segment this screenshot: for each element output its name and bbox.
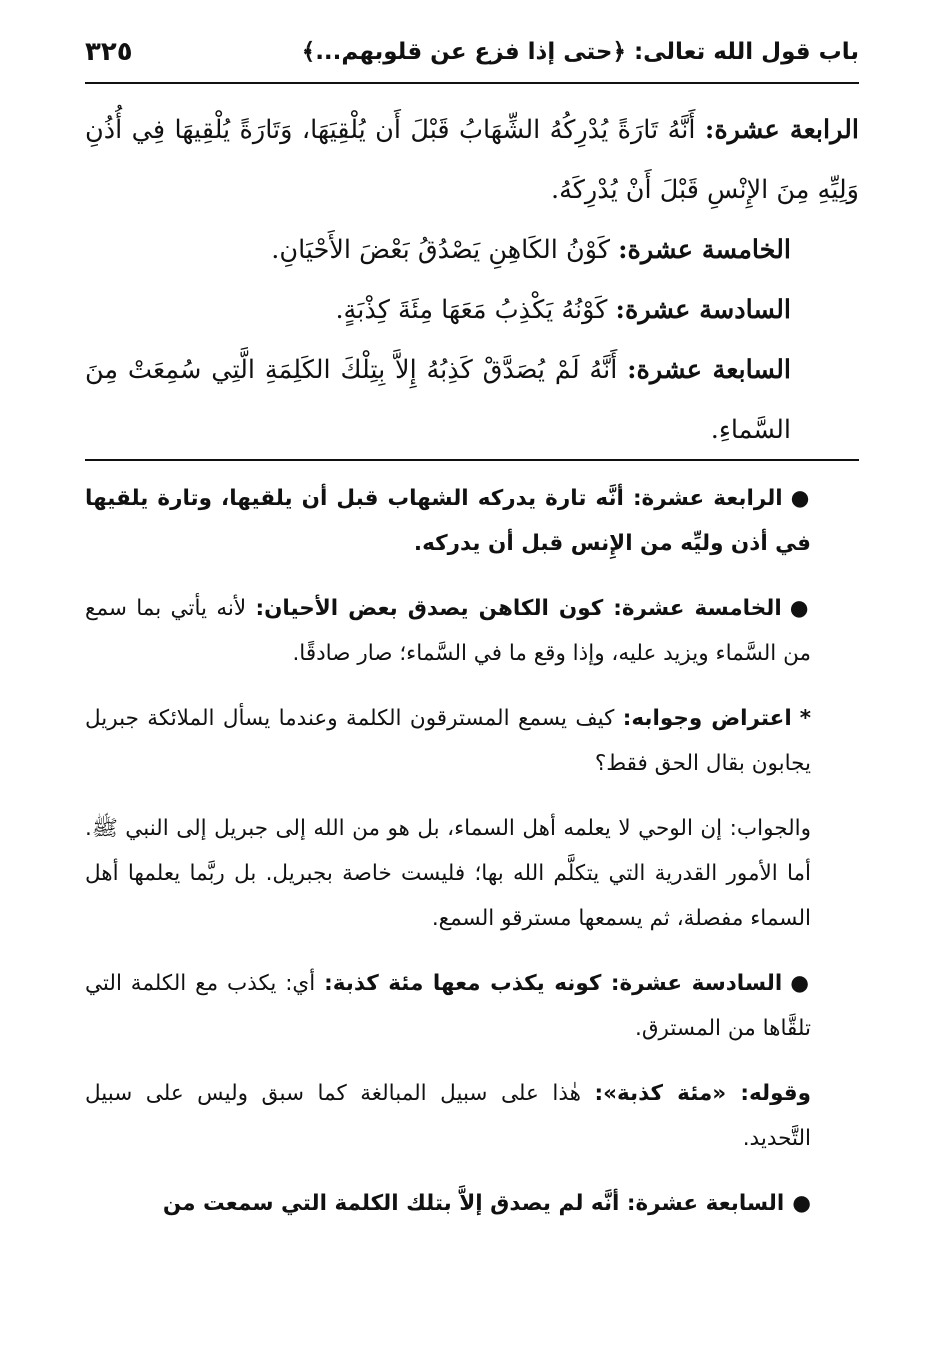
commentary-heading: السادسة عشرة: كونه يكذب معها مئة كذبة:	[324, 971, 783, 996]
commentary-paragraph	[85, 961, 859, 1051]
commentary-text: كيف يسمع المسترقون الكلمة وعندما يسأل الملائكة جبريل يجابون بقال الحق فقط؟	[85, 706, 811, 776]
matn-label: السابعة عشرة:	[627, 355, 792, 385]
page-header	[85, 30, 859, 74]
commentary-heading: السابعة عشرة: أنَّه لم يصدق إلاَّ بتلك الكلمة التي سمعت من	[162, 1191, 785, 1216]
commentary-paragraph	[85, 476, 859, 566]
commentary-text: والجواب: إن الوحي لا يعلمه أهل السماء، بل هو من الله إلى جبريل إلى النبي ﷺ. أما الأمور القدرية التي يتكلَّم الله بها؛ فليست خاصة بجبريل. بل ربَّما يعلمها أهل السماء مفصلة، ثم يسمعها مسترقو السمع.	[85, 816, 811, 931]
matn-label: الرابعة عشرة:	[704, 115, 859, 145]
commentary-paragraph	[85, 1071, 859, 1161]
matn-paragraph-17	[85, 340, 859, 460]
bullet-icon: ●	[789, 596, 811, 621]
commentary-text: أي: يكذب مع الكلمة التي تلقَّاها من المسترق.	[85, 971, 811, 1041]
star-icon: *	[799, 706, 811, 731]
commentary-heading: الرابعة عشرة: أنَّه تارة يدركه الشهاب قبل أن يلقيها، وتارة يلقيها في أذن وليِّه من الإِنس قبل أن يدركه.	[85, 486, 811, 556]
answer-paragraph	[85, 806, 859, 941]
commentary-heading: وقوله: «مئة كذبة»:	[594, 1081, 811, 1106]
bullet-icon: ●	[790, 971, 812, 996]
commentary-heading: الخامسة عشرة: كون الكاهن يصدق بعض الأحيان:	[255, 596, 782, 621]
matn-text: كَوْنُهُ يَكْذِبُ مَعَهَا مِئَةَ كِذْبَةٍ.	[335, 295, 608, 325]
objection-heading: اعتراض وجوابه:	[622, 706, 792, 731]
commentary-paragraph	[85, 1181, 859, 1226]
commentary-section	[85, 476, 859, 1246]
matn-paragraph-15	[85, 220, 859, 280]
commentary-text: لأنه يأتي بما سمع من السَّماء ويزيد عليه، وإذا وقع ما في السَّماء؛ صار صادقًا.	[85, 596, 811, 666]
chapter-title: باب قول الله تعالى: ﴿حتى إذا فزع عن قلوبهم...﴾	[301, 39, 859, 65]
commentary-paragraph	[85, 586, 859, 676]
matn-text: كَوْنُ الكَاهِنِ يَصْدُقُ بَعْضَ الأَحْيَانِ.	[271, 235, 611, 265]
commentary-text: هٰذا على سبيل المبالغة كما سبق وليس على سبيل التَّحديد.	[85, 1081, 811, 1151]
matn-section	[85, 100, 859, 460]
bullet-icon: ●	[792, 1191, 811, 1216]
matn-paragraph-14	[85, 100, 859, 220]
header-divider	[85, 82, 859, 84]
page-number: ٣٢٥	[85, 37, 133, 67]
bullet-icon: ●	[790, 486, 811, 511]
matn-label: السادسة عشرة:	[615, 295, 791, 325]
matn-paragraph-16	[85, 280, 859, 340]
objection-paragraph	[85, 696, 859, 786]
matn-label: الخامسة عشرة:	[618, 235, 791, 265]
matn-text: أَنَّهُ لَمْ يُصَدَّقْ كَذِبُهُ إِلاَّ بِتِلْكَ الكَلِمَةِ الَّتِي سُمِعَتْ مِنَ السَّماءِ.	[85, 355, 791, 445]
matn-text: أَنَّهُ تَارَةً يُدْرِكُهُ الشِّهَابُ قَبْلَ أَن يُلْقِيَهَا، وَتَارَةً يُلْقِيهَا فِي أُذُنِ وَلِيِّهِ مِنَ الإِنْسِ قَبْلَ أَنْ يُدْرِكَهُ.	[85, 115, 859, 205]
section-divider	[85, 459, 859, 461]
